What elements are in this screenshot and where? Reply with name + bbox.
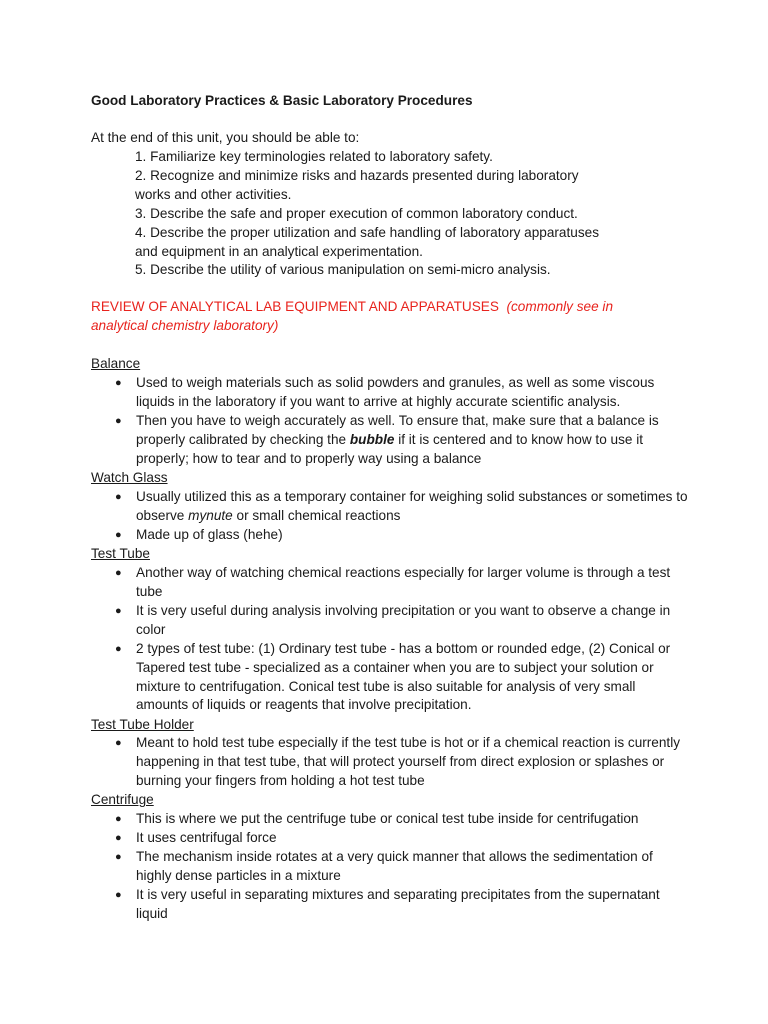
section-heading-balance: Balance <box>91 356 141 371</box>
bullet-icon: ● <box>115 376 122 389</box>
section-heading-test-tube: Test Tube <box>91 545 150 561</box>
bullet-icon: ● <box>115 604 122 617</box>
objective-line: 2. Recognize and minimize risks and hazards presented during laboratory <box>135 167 579 183</box>
list-item-text: Used to weigh materials such as solid powders and granules, as well as some viscous liquids in the laboratory if you want to arrive at highly accurate scientific analysis. <box>136 374 655 409</box>
list-item-text: It is very useful during analysis involving precipitation or you want to observe a change in color <box>136 602 671 637</box>
list-item-text: It uses centrifugal force <box>136 830 277 846</box>
list-item <box>91 374 691 412</box>
section-heading-watch-glass: Watch Glass <box>91 469 168 485</box>
intro-text: At the end of this unit, you should be able to: <box>91 130 360 145</box>
review-heading-main: REVIEW OF ANALYTICAL LAB EQUIPMENT AND APPARATUSES <box>91 299 499 314</box>
list-item <box>91 848 691 886</box>
objective-line: 1. Familiarize key terminologies related to laboratory safety. <box>135 149 493 164</box>
list-item <box>91 886 691 924</box>
review-heading <box>91 298 651 336</box>
bullet-icon: ● <box>115 566 122 579</box>
emphasis-text: mynute <box>188 507 233 523</box>
list-item <box>91 640 691 716</box>
list-item-text: 2 types of test tube: (1) Ordinary test tube - has a bottom or rounded edge, (2) Conical or Tapered test tube - specialized as a container when you are to subject your solution or mixture to centrifugation. Conical test tube is also suitable for analysis of very small amounts of liquids or reagents that involve precipitation. <box>136 640 671 713</box>
list-item-text: It is very useful in separating mixtures and separating precipitates from the supernatant liquid <box>136 887 660 922</box>
list-item-text: if it is centered and to know how to use it properly; how to tear and to properly way using a balance <box>136 431 644 466</box>
bullet-icon: ● <box>115 642 122 655</box>
list-item <box>91 734 691 791</box>
bullet-icon: ● <box>115 813 122 826</box>
list-item-text: This is where we put the centrifuge tube or conical test tube inside for centrifugation <box>136 811 639 827</box>
bullet-icon: ● <box>115 832 122 845</box>
emphasis-text: bubble <box>349 431 395 447</box>
balance-list <box>91 374 691 469</box>
list-item-text: Then you have to weigh accurately as well. To ensure that, make sure that a balance is properly calibrated by checking the <box>136 412 659 447</box>
list-item-text: Another way of watching chemical reactions especially for larger volume is through a test tube <box>136 564 671 599</box>
list-item-text: Made up of glass (hehe) <box>136 526 283 542</box>
list-item-text: or small chemical reactions <box>236 507 401 523</box>
list-item <box>91 564 691 602</box>
list-item <box>91 526 691 545</box>
list-item <box>91 602 691 640</box>
section-heading-centrifuge: Centrifuge <box>91 792 154 808</box>
list-item <box>91 829 691 848</box>
watch-glass-list <box>91 488 691 545</box>
objective-line: 4. Describe the proper utilization and safe handling of laboratory apparatuses <box>135 224 599 240</box>
bullet-icon: ● <box>115 737 122 750</box>
document-title: Good Laboratory Practices & Basic Laboratory Procedures <box>91 93 473 108</box>
bullet-icon: ● <box>115 490 122 503</box>
objectives-list <box>135 148 635 280</box>
centrifuge-list <box>91 810 691 924</box>
objective-line: and equipment in an analytical experimentation. <box>135 243 423 259</box>
list-item-text: The mechanism inside rotates at a very quick manner that allows the sedimentation of highly dense particles in a mixture <box>136 849 653 884</box>
bullet-icon: ● <box>115 414 122 427</box>
bullet-icon: ● <box>115 528 122 541</box>
objective-line: works and other activities. <box>135 186 292 202</box>
bullet-icon: ● <box>115 851 122 864</box>
objective-line: 3. Describe the safe and proper execution of common laboratory conduct. <box>135 205 578 221</box>
list-item-text: Usually utilized this as a temporary container for weighing solid substances or sometimes to observe <box>136 488 688 523</box>
list-item <box>91 412 691 469</box>
list-item-text: Meant to hold test tube especially if the test tube is hot or if a chemical reaction is currently happening in that test tube, that will protect yourself from direct explosion or splashes or burning your fingers from holding a hot test tube <box>136 735 681 789</box>
test-tube-holder-list <box>91 734 691 791</box>
bullet-icon: ● <box>115 889 122 902</box>
list-item <box>91 810 691 829</box>
review-heading-sub: (commonly see in analytical chemistry laboratory) <box>91 299 614 333</box>
objective-line: 5. Describe the utility of various manipulation on semi-micro analysis. <box>135 262 551 278</box>
equipment-sections <box>91 355 691 924</box>
list-item <box>91 488 691 526</box>
section-heading-test-tube-holder: Test Tube Holder <box>91 716 194 732</box>
test-tube-list <box>91 564 691 716</box>
